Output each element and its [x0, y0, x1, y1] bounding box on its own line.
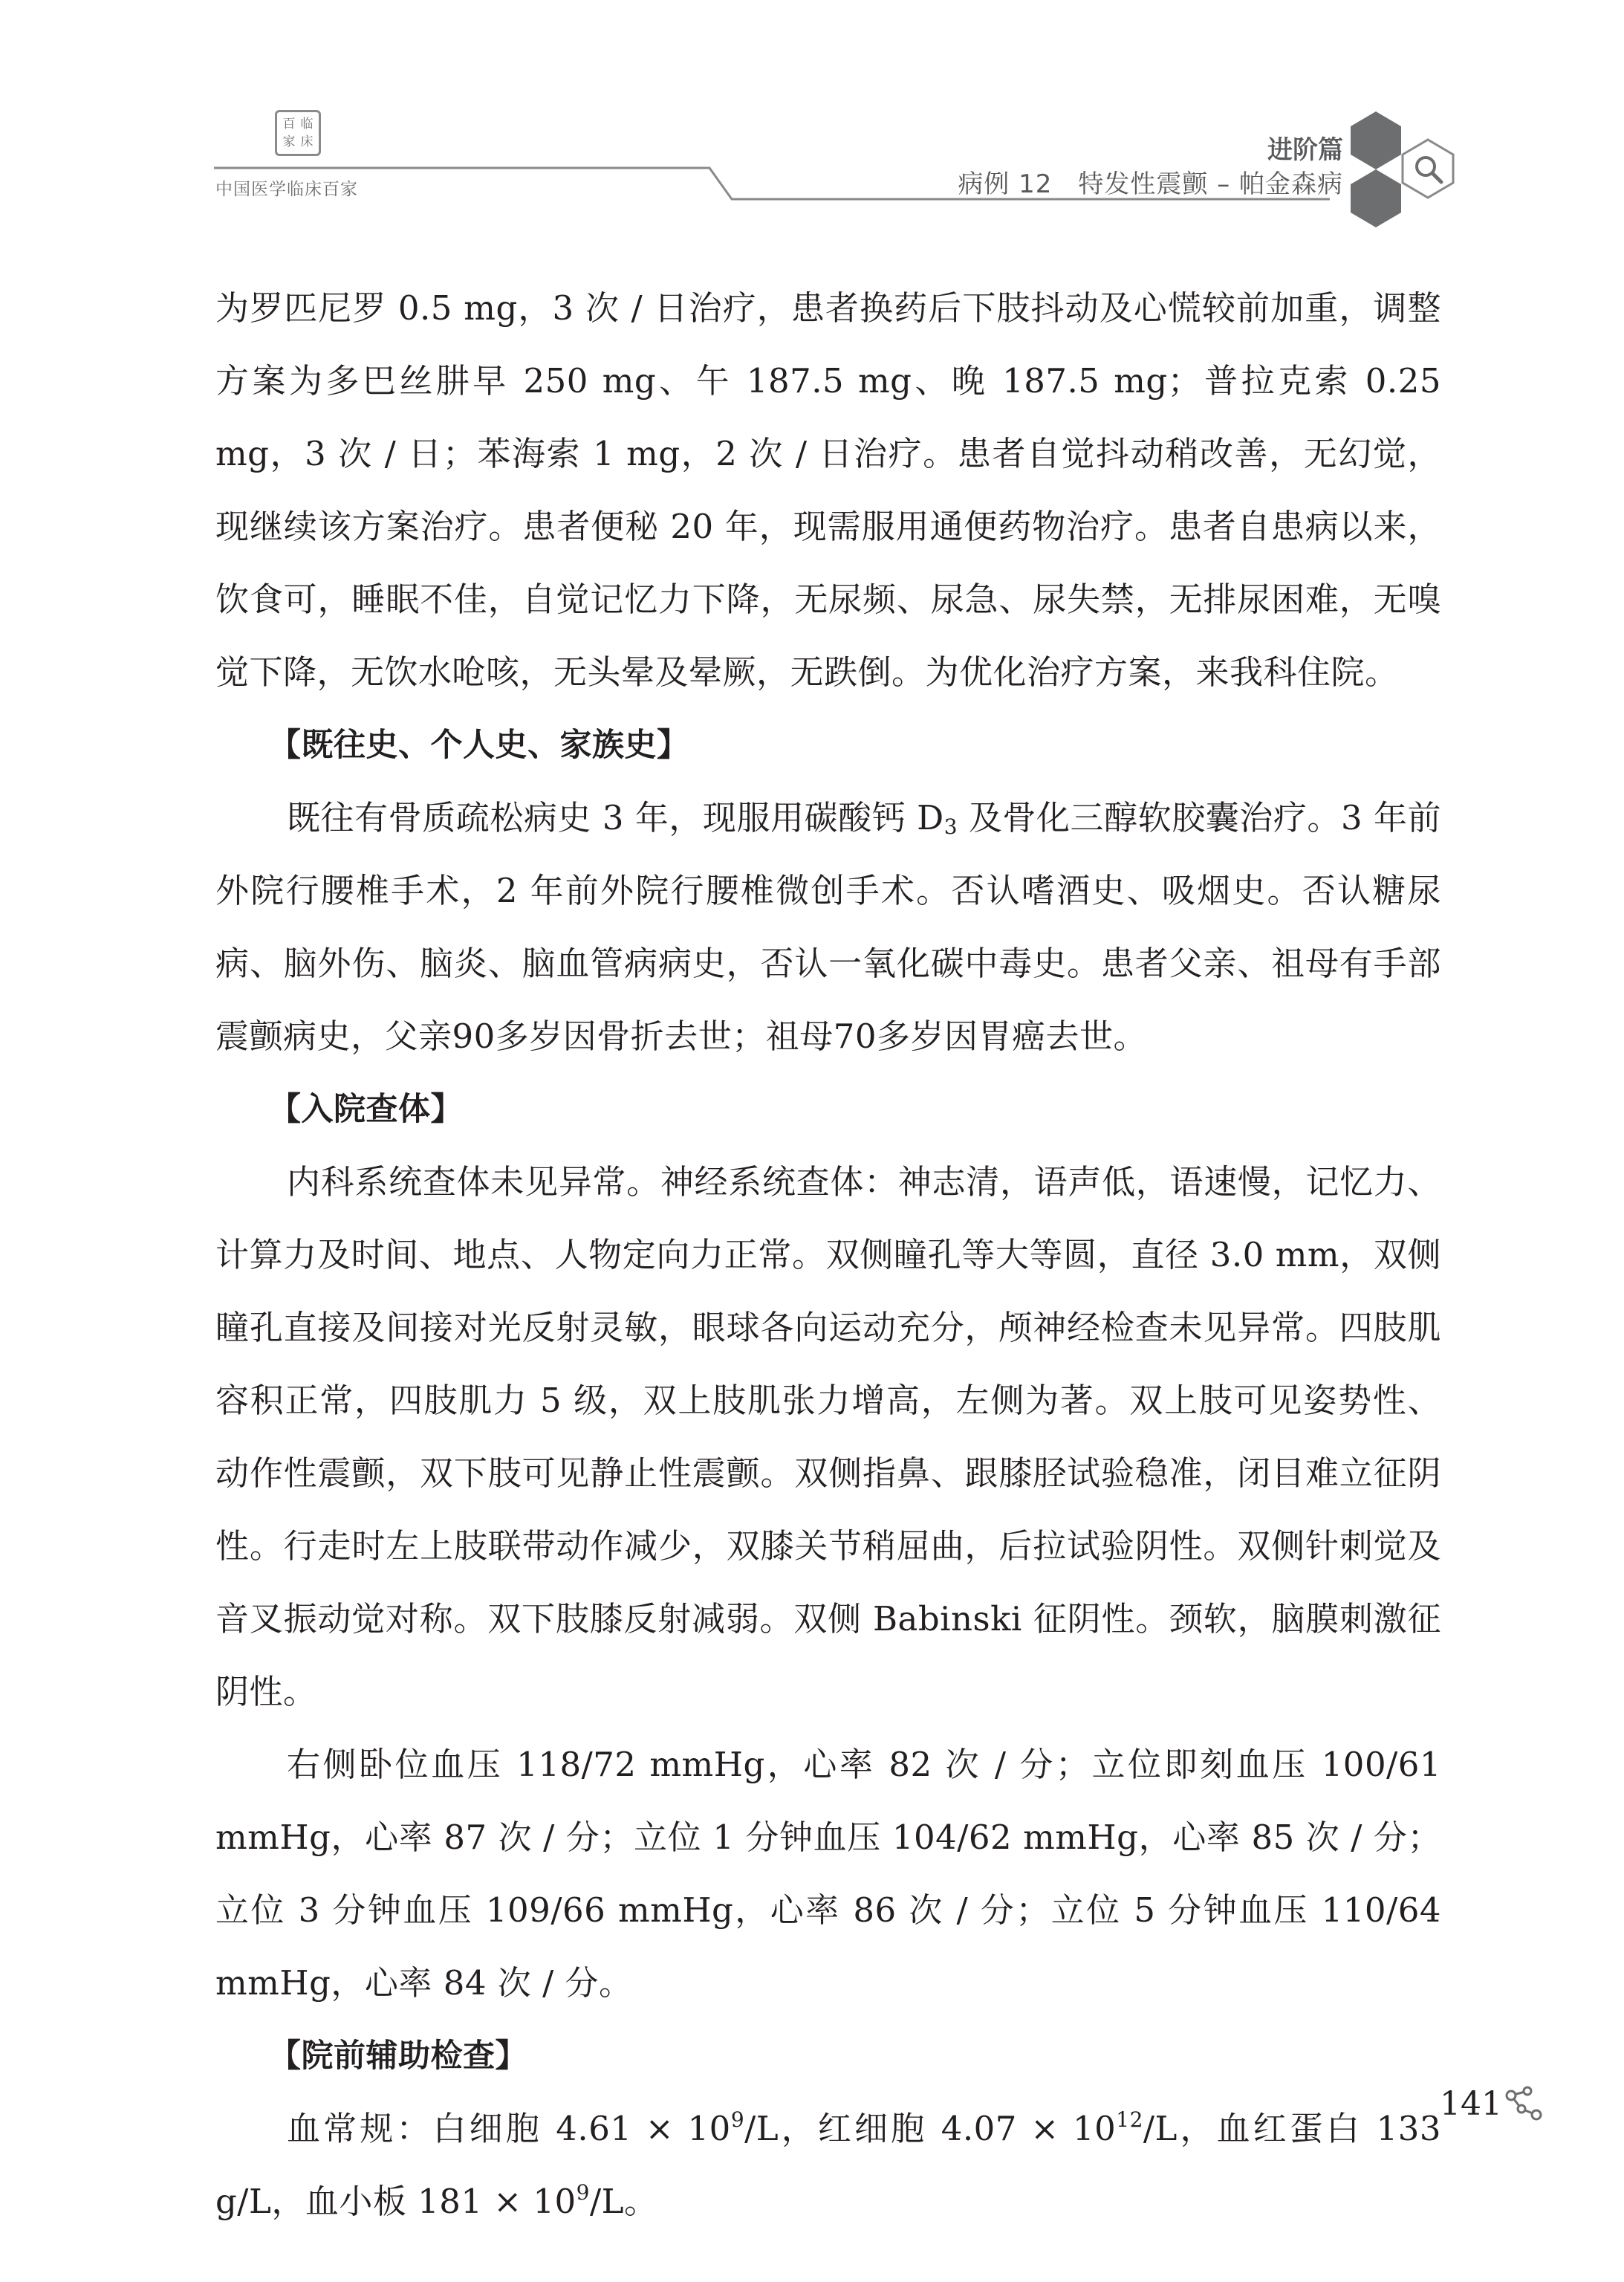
subscript: 3 [943, 814, 958, 839]
paragraph-treatment-history: 为罗匹尼罗 0.5 mg，3 次 / 日治疗，患者换药后下肢抖动及心慌较前加重，调整方案为多巴丝肼早 250 mg、午 187.5 mg、晚 187.5 mg；普拉克索 0.25 mg，3 次 / 日；苯海索 1 mg，2 次 / 日治疗。患者自觉抖动稍改善，无幻觉，现继续该方案治疗。患者便秘 20 年，现需服用通便药物治疗。患者自患病以来，饮食可，睡眠不佳，自觉记忆力下降，无尿频、尿急、尿失禁，无排尿困难，无嗅觉下降，无饮水呛咳，无头晕及晕厥，无跌倒。为优化治疗方案，来我科住院。 [215, 288, 1441, 692]
paragraph-blood-pressure: 右侧卧位血压 118/72 mmHg，心率 82 次 / 分；立位即刻血压 100/61 mmHg，心率 87 次 / 分；立位 1 分钟血压 104/62 mmHg，心率 85 次 / 分；立位 3 分钟血压 109/66 mmHg，心率 86 次 / 分；立位 5 分钟血压 110/64 mmHg，心率 84 次 / 分。 [215, 1745, 1441, 2003]
superscript: 9 [576, 2180, 590, 2205]
superscript: 9 [730, 2107, 745, 2132]
text-run: 及骨化三醇软胶囊治疗。3 年前外院行腰椎手术，2 年前外院行腰椎微创手术。否认嗜酒史、吸烟史。否认糖尿病、脑外伤、脑炎、脑血管病病史，否认一氧化碳中毒史。患者父亲、祖母有手部震颤病史，父亲90多岁因骨折去世；祖母70多岁因胃癌去世。 [215, 798, 1441, 1056]
seal-char: 百 [282, 117, 296, 132]
text-run: 既往有骨质疏松病史 3 年，现服用碳酸钙 D [287, 798, 944, 837]
paragraph-past-history [215, 782, 1441, 1073]
hexagon-decoration-icon [0, 0, 1624, 238]
molecule-decoration-icon [1502, 2079, 1550, 2127]
running-header [0, 0, 1624, 238]
section-heading-preadmission-tests: 【院前辅助检查】 [269, 2038, 527, 2075]
text-run: /L，血红蛋白 133 g/L，血小板 181 × 10 [215, 2109, 1441, 2221]
page-body [215, 272, 1441, 2238]
paragraph-neuro-exam: 内科系统查体未见异常。神经系统查体：神志清，语声低，语速慢，记忆力、计算力及时间、地点、人物定向力正常。双侧瞳孔等大等圆，直径 3.0 mm，双侧瞳孔直接及间接对光反射灵敏，眼球各向运动充分，颅神经检查未见异常。四肢肌容积正常，四肢肌力 5 级，双上肢肌张力增高，左侧为著。双上肢可见姿势性、动作性震颤，双下肢可见静止性震颤。双侧指鼻、跟膝胫试验稳准，闭目难立征阴性。行走时左上肢联带动作减少，双膝关节稍屈曲，后拉试验阴性。双侧针刺觉及音叉振动觉对称。双下肢膝反射减弱。双侧 Babinski 征阴性。颈软，脑膜刺激征阴性。 [215, 1162, 1441, 1711]
text-run: 血常规：白细胞 4.61 × 10 [287, 2109, 731, 2148]
series-name: 中国医学临床百家 [215, 180, 358, 199]
text-run: /L。 [589, 2182, 658, 2221]
seal-char: 床 [300, 134, 314, 149]
page-number: 141 [1440, 2085, 1502, 2123]
seal-char: 家 [282, 134, 296, 149]
case-title: 病例 12 特发性震颤 – 帕金森病 [958, 169, 1343, 199]
section-heading-admission-exam: 【入院查体】 [269, 1091, 463, 1128]
paragraph-blood-routine [215, 2093, 1441, 2238]
section-heading-past-history: 【既往史、个人史、家族史】 [269, 727, 689, 764]
text-run: /L，红细胞 4.07 × 10 [744, 2109, 1117, 2148]
part-title: 进阶篇 [1267, 135, 1343, 165]
superscript: 12 [1116, 2107, 1143, 2132]
seal-char: 临 [300, 117, 314, 132]
